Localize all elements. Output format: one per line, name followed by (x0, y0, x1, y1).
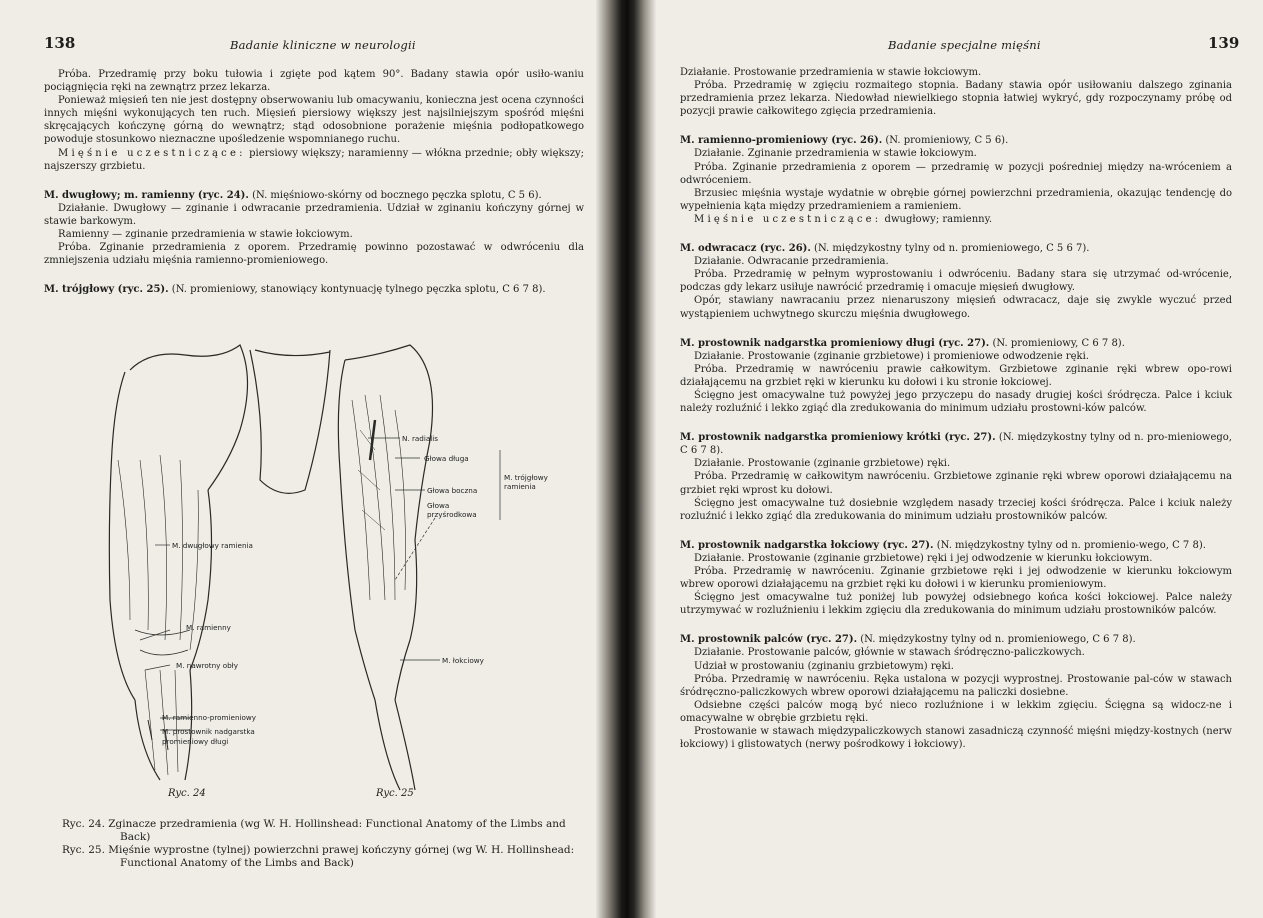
nerve-supply: (N. międzykostny tylny od n. promieniowego, C 6 7 8). (860, 634, 1136, 646)
left-page (0, 0, 612, 918)
paragraph (44, 147, 584, 173)
nerve-supply: (N. promieniowy, stanowiący kontynuację tylnego pęczka splotu, C 6 7 8). (171, 284, 546, 296)
right-page (640, 0, 1263, 918)
muscle-name: M. odwracacz (ryc. 26). (680, 243, 811, 255)
paragraph: Działanie. Prostowanie (zginanie grzbietowe) ręki. (694, 458, 951, 470)
muscle-name: M. prostownik nadgarstka promieniowy krótki (ryc. 27). (680, 432, 996, 444)
leader-lines (140, 438, 500, 730)
label-triceps-2: ramienia (504, 482, 536, 491)
paragraph: Opór, stawiany nawracaniu przez nienaruszony mięsień odwracacz, daje się zwykle wyczuć przed wystąpieniem uchwytnego skurczu mięśnia dwugłowego. (680, 295, 1232, 320)
paragraph: Próba. Przedramię w nawróceniu prawie całkowitym. Grzbietowe zginanie ręki wbrew opo-rowi działającemu na grzbiet ręki w kierunku ku dołowi i ku stronie łokciowej. (680, 363, 1232, 388)
muscle-name: M. prostownik nadgarstka promieniowy długi (ryc. 27). (680, 337, 990, 349)
section-heading (680, 337, 1232, 350)
running-head: Badanie kliniczne w neurologii (230, 38, 416, 52)
muscle-name: M. prostownik nadgarstka łokciowy (ryc. 27). (680, 539, 934, 551)
nerve-supply: (N. promieniowy, C 6 7 8). (992, 337, 1125, 349)
synergists-text: piersiowy większy; naramienny — włókna przednie; obły większy; najszerszy grzbietu. (44, 147, 584, 172)
section-heading (44, 283, 584, 296)
synergists-label: Mięśnie uczestniczące: (694, 213, 882, 225)
label-anconeus: M. łokciowy (442, 656, 484, 665)
label-biceps: M. dwugłowy ramienia (172, 541, 253, 550)
label-long-head: Głowa długa (424, 454, 469, 463)
running-head: Badanie specjalne mięśni (888, 38, 1041, 52)
paragraph: Odsiebne części palców mogą być nieco rozluźnione i w lekkim zgięciu. Ścięgna są widocz-ne i omacywalne w obrębie grzbietu ręki. (680, 699, 1232, 724)
paragraph: Działanie. Prostowanie (zginanie grzbietowe) i promieniowe odwodzenie ręki. (694, 350, 1089, 362)
section-heading (680, 431, 1232, 457)
paragraph: Próba. Przedramię w całkowitym nawróceniu. Grzbietowe zginanie ręki wbrew oporowi działającemu na grzbiet ręki wprost ku dołowi. (680, 471, 1232, 496)
paragraph: Działanie. Prostowanie przedramienia w stawie łokciowym. (680, 67, 982, 78)
paragraph: Udział w prostowaniu (zginaniu grzbietowym) ręki. (694, 660, 954, 672)
paragraph: Próba. Zginanie przedramienia z oporem — przedramię w pozycji pośredniej między na-wróceniem a odwróceniem. (680, 161, 1232, 186)
nerve-supply: (N. mięśniowo-skórny od bocznego pęczka splotu, C 5 6). (252, 189, 542, 201)
paragraph: Ponieważ mięsień ten nie jest dostępny obserwowaniu lub omacywaniu, konieczna jest ocena czynności innych mięśni wykonujących ten ruch. Mięsień piersiowy większy jest najsilniejszym spośród mięśni skręcających kończynę górną do wewnątrz; stąd odosobnione porażenie mięśnia podłopatkowego powoduje stosunkowo nieznaczne upośledzenie wspomnianego ruchu. (44, 95, 584, 146)
paragraph: Próba. Przedramię w nawróceniu. Ręka ustalona w pozycji wyprostnej. Prostowanie pal-ców w stawach śródręczno-paliczkowych wbrew oporowi działającemu na paliczki dosiebne. (680, 673, 1232, 698)
section-heading (680, 539, 1232, 552)
paragraph: Próba. Przedramię w pełnym wyprostowaniu i odwróceniu. Badany stara się utrzymać od-wrócenie, podczas gdy lekarz usiłuje nawrócić przedramię i omacuje mięsień dwugłowy. (680, 269, 1232, 294)
right-text-block (680, 66, 1232, 751)
synergists-label: Mięśnie uczestniczące: (58, 147, 246, 159)
nerve-supply: (N. międzykostny tylny od n. pro-mieniowego, C 6 7 8). (680, 432, 1232, 457)
nerve-supply: (N. promieniowy, C 5 6). (885, 135, 1009, 147)
figure-25-drawing (338, 345, 432, 790)
caption-24: Ryc. 24. Zginacze przedramienia (wg W. H. Hollinshead: Functional Anatomy of the Limbs and Back) (62, 818, 566, 843)
section-heading (680, 633, 1232, 646)
figure-captions (62, 818, 577, 870)
page-number: 139 (1208, 34, 1240, 52)
label-brachioradialis: M. ramienno-promieniowy (162, 713, 257, 722)
book-gutter (596, 0, 656, 918)
paragraph: Działanie. Prostowanie (zginanie grzbietowe) ręki i jej odwodzenie w kierunku łokciowym. (694, 552, 1153, 564)
label-ecrl-1: M. prostownik nadgarstka (162, 727, 255, 736)
paragraph: Brzusiec mięśnia wystaje wydatnie w obrębie górnej powierzchni przedramienia, okazując tendencję do wypełnienia kąta między przedramieniem a ramieniem. (680, 187, 1232, 212)
paragraph: Ścięgno jest omacywalne tuż powyżej jego przyczepu do nasady drugiej kości śródręcza. Palce i kciuk należy rozluźnić i lekko zgiąć dla zredukowania do minimum udziału prostowni-ków palców. (680, 389, 1232, 415)
paragraph: Działanie. Dwugłowy — zginanie i odwracanie przedramienia. Udział w zginaniu kończyny górnej w stawie barkowym. (44, 202, 584, 227)
nerve-supply: (N. międzykostny tylny od n. promieniowego, C 5 6 7). (814, 243, 1090, 255)
paragraph: Ścięgno jest omacywalne tuż poniżej lub powyżej odsiebnego końca kości łokciowej. Palce należy utrzymywać w rozluźnieniu i lekkim zgięciu dla zredukowania do minimum udziału prostowników palców. (680, 592, 1232, 617)
synergists-text: dwugłowy; ramienny. (884, 213, 993, 225)
page-number: 138 (44, 34, 76, 52)
paragraph: Próba. Zginanie przedramienia z oporem. Przedramię powinno pozostawać w odwróceniu dla zmniejszenia udziału mięśnia ramienno-promieniowego. (44, 242, 584, 267)
muscle-name: M. trójgłowy (ryc. 25). (44, 284, 169, 296)
paragraph: Prostowanie w stawach międzypaliczkowych stanowi zasadniczą czynność mięśni między-kostnych (nerw łokciowy) i glistowatych (nerwy pośrodkowy i łokciowy). (680, 726, 1232, 751)
nerve-supply: (N. międzykostny tylny od n. promienio-wego, C 7 8). (936, 539, 1206, 551)
muscle-name: M. ramienno-promieniowy (ryc. 26). (680, 135, 883, 147)
figure-24-label: Ryc. 24 (168, 788, 206, 799)
label-ecrl-2: promieniowy długi (162, 737, 229, 746)
figure-25-label: Ryc. 25 (376, 788, 414, 799)
paragraph: Działanie. Zginanie przedramienia w stawie łokciowym. (694, 148, 977, 160)
label-medial-head-2: przyśrodkowa (427, 510, 477, 519)
paragraph: Próba. Przedramię przy boku tułowia i zgięte pod kątem 90°. Badany stawia opór usiło-waniu pociągnięcia ręki na zewnątrz przez lekarza. (44, 69, 584, 94)
muscle-name: M. prostownik palców (ryc. 27). (680, 634, 858, 646)
paragraph: Działanie. Prostowanie palców, głównie w stawach śródręczno-paliczkowych. (694, 647, 1085, 659)
label-medial-head-1: Głowa (427, 501, 450, 510)
label-brachialis: M. ramienny (186, 623, 231, 632)
muscle-name: M. dwugłowy; m. ramienny (ryc. 24). (44, 189, 249, 201)
paragraph: Próba. Przedramię w zgięciu rozmaitego stopnia. Badany stawia opór usiłowaniu dalszego zginania przedramienia przez lekarza. Niedowład niewielkiego stopnia łatwiej wykryć, gdy rozpoczynamy próbę od pozycji prawie całkowitego zgięcia przedramienia. (680, 80, 1232, 118)
section-heading (44, 189, 584, 202)
paragraph: Ścięgno jest omacywalne tuż dosiebnie względem nasady trzeciej kości śródręcza. Palce i kciuk należy rozluźnić i lekko zgiąć dla zredukowania do minimum udziału prostowników palców. (680, 497, 1232, 522)
label-n-radialis: N. radialis (402, 434, 439, 443)
caption-25: Ryc. 25. Mięśnie wyprostne (tylnej) powierzchni prawej kończyny górnej (wg W. H. Hollinshead: Functional Anatomy of the Limbs and Back) (62, 844, 575, 869)
paragraph: Próba. Przedramię w nawróceniu. Zginanie grzbietowe ręki i jej odwodzenie w kierunku łokciowym wbrew oporowi działającemu na grzbiet ręki ku dołowi i w kierunku promieniowym. (680, 566, 1232, 591)
section-heading (680, 134, 1232, 147)
paragraph: Działanie. Odwracanie przedramienia. (694, 256, 889, 268)
label-lateral-head: Głowa boczna (427, 486, 478, 495)
paragraph (680, 213, 1232, 226)
label-pronator-teres: M. nawrotny obły (176, 661, 238, 670)
section-heading (680, 242, 1232, 255)
label-triceps-1: M. trójgłowy (504, 473, 548, 482)
anatomy-figure (90, 340, 590, 810)
paragraph: Ramienny — zginanie przedramienia w stawie łokciowym. (58, 229, 353, 241)
left-text-block (44, 68, 584, 296)
scapula-drawing (250, 350, 330, 493)
